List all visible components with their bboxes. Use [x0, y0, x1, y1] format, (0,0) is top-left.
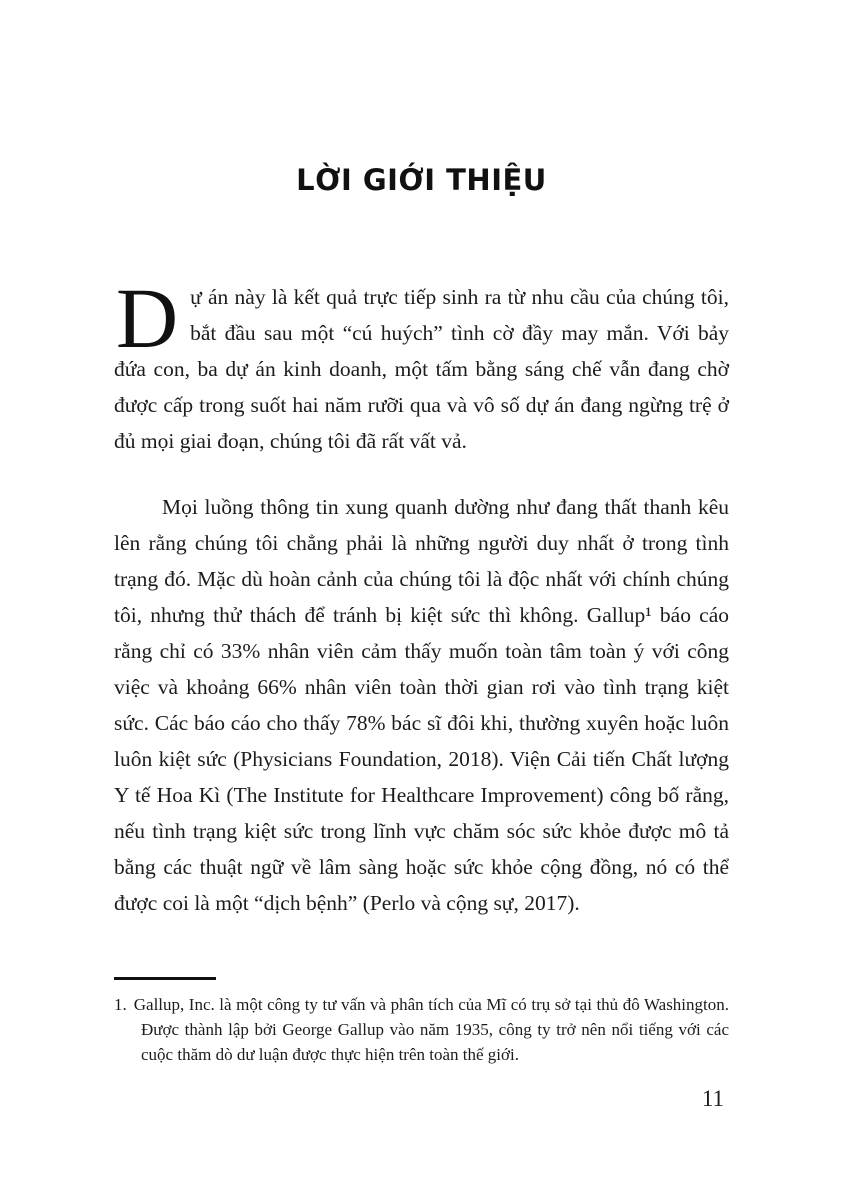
footnote-marker: 1. — [114, 995, 127, 1014]
footnote-divider — [114, 977, 216, 980]
page-number: 11 — [701, 1086, 724, 1111]
paragraph — [114, 270, 729, 459]
footnote-section — [114, 977, 729, 1067]
page-title: LỜI GIỚI THIỆU — [296, 163, 547, 197]
paragraph-text: ự án này là kết quả trực tiếp sinh ra từ nhu cầu của chúng tôi, bắt đầu sau một “cú huých” tình cờ đầy may mắn. Với bảy đứa con, ba dự án kinh doanh, một tấm bằng sáng chế vẫn đang chờ được cấp trong suốt hai năm rưỡi qua và vô số dự án đang ngừng trệ ở đủ mọi giai đoạn, chúng tôi đã rất vất vả. — [114, 285, 729, 453]
drop-cap: D — [116, 270, 179, 366]
footnote-body: Gallup, Inc. là một công ty tư vấn và phân tích của Mĩ có trụ sở tại thủ đô Washington. Được thành lập bởi George Gallup vào năm 1935, công ty trở nên nổi tiếng với các cuộc thăm dò dư luận được thực hiện trên toàn thế giới. — [133, 995, 729, 1064]
paragraph: Mọi luồng thông tin xung quanh dường như đang thất thanh kêu lên rằng chúng tôi chẳng phải là những người duy nhất ở trong tình trạng đó. Mặc dù hoàn cảnh của chúng tôi là độc nhất với chính chúng tôi, nhưng thử thách để tránh bị kiệt sức thì không. Gallup¹ báo cáo rằng chỉ có 33% nhân viên cảm thấy muốn toàn tâm toàn ý với công việc và khoảng 66% nhân viên toàn thời gian rơi vào tình trạng kiệt sức. Các báo cáo cho thấy 78% bác sĩ đôi khi, thường xuyên hoặc luôn luôn kiệt sức (Physicians Foundation, 2018). Viện Cải tiến Chất lượng Y tế Hoa Kì (The Institute for Healthcare Improvement) công bố rằng, nếu tình trạng kiệt sức trong lĩnh vực chăm sóc sức khỏe được mô tả bằng các thuật ngữ về lâm sàng hoặc sức khỏe cộng đồng, nó có thể được coi là một “dịch bệnh” (Perlo và cộng sự, 2017). — [114, 495, 729, 915]
footnote — [114, 992, 729, 1067]
